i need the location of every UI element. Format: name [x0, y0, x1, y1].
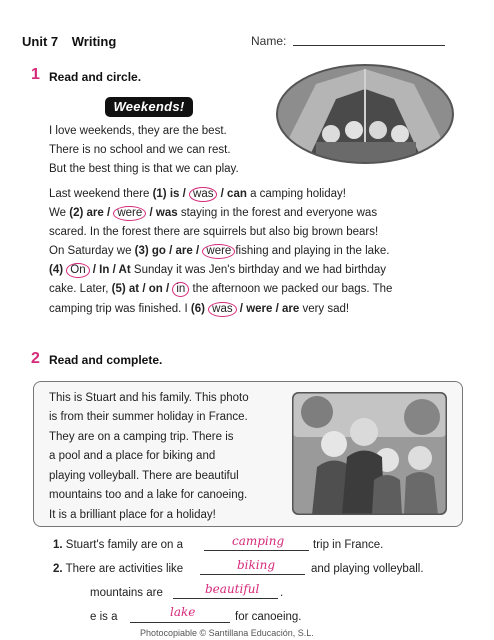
story-line-7 [49, 300, 349, 319]
story-line-4 [49, 242, 389, 261]
circled-answer-5[interactable]: in [172, 282, 189, 297]
intro-line-1: I love weekends, they are the best. [49, 125, 227, 137]
question-3: mountains are [90, 587, 163, 599]
box-line-5: playing volleyball. There are beautiful [49, 470, 239, 482]
story-line-2 [49, 204, 377, 223]
question-4: e is a [90, 611, 118, 623]
question-4-end: for canoeing. [235, 611, 302, 623]
unit-label: Unit 7 [22, 34, 59, 49]
question-number: 1. [53, 539, 63, 551]
intro-line-3: But the best thing is that we can play. [49, 163, 239, 175]
text-span: camping trip was finished. I [49, 303, 191, 315]
gap-number: (4) [49, 264, 67, 276]
circled-answer-4[interactable]: On [66, 263, 89, 278]
text-span: fishing and playing in the lake. [235, 245, 390, 257]
question-1-end: trip in France. [313, 539, 384, 551]
name-label: Name: [251, 34, 287, 48]
exercise-2-number: 2 [31, 350, 40, 367]
footer-copyright: Photocopiable © Santillana Educación, S.L. [140, 628, 314, 638]
exercise-1-number: 1 [31, 66, 40, 83]
gap-number: (6) [190, 303, 209, 315]
gap-number: (1) [152, 188, 170, 200]
text-span: cake. Later, [49, 283, 112, 295]
text-span: Last weekend there [49, 188, 153, 200]
text-span: Sunday it was Jen's birthday and we had birthday [130, 264, 387, 276]
question-2 [53, 563, 183, 575]
box-line-1: This is Stuart and his family. This photo [49, 392, 249, 404]
story-line-3: scared. In the forest there are squirrels but also big brown bears! [49, 226, 379, 238]
question-3-end: . [280, 587, 284, 599]
blank-3[interactable] [173, 598, 278, 599]
question-2-end: and playing volleyball. [311, 563, 424, 575]
story-line-5 [49, 261, 386, 280]
blank-2[interactable] [200, 574, 305, 575]
exercise-2-title: Read and complete. [49, 353, 163, 367]
family-photo [292, 392, 447, 515]
circled-answer-1[interactable]: was [189, 187, 217, 202]
question-1 [53, 539, 183, 551]
story-line-6 [49, 280, 392, 299]
text-span: the afternoon we packed our bags. The [189, 283, 393, 295]
question-text: Stuart's family are on a [65, 539, 184, 551]
option-text: at / on / [128, 283, 173, 295]
text-span: We [49, 207, 70, 219]
answer-1: camping [232, 534, 285, 548]
circled-answer-2[interactable]: were [113, 206, 146, 221]
weekends-badge: Weekends! [105, 97, 193, 117]
intro-line-2: There is no school and we can rest. [49, 144, 231, 156]
option-text: are / [86, 207, 114, 219]
tent-photo [276, 64, 454, 164]
gap-number: (5) [111, 283, 129, 295]
unit-title [22, 34, 116, 49]
text-span: On Saturday we [49, 245, 135, 257]
question-text: There are activities like [65, 563, 184, 575]
question-number: 2. [53, 563, 63, 575]
gap-number: (2) [69, 207, 87, 219]
option-text: / In / At [89, 264, 131, 276]
option-text: / can [217, 188, 247, 200]
box-line-3: They are on a camping trip. There is [49, 431, 234, 443]
option-text: / were / are [236, 303, 300, 315]
circled-answer-3[interactable]: were [202, 244, 235, 259]
blank-1[interactable] [204, 550, 309, 551]
text-span: a camping holiday! [246, 188, 346, 200]
answer-3: beautiful [205, 582, 260, 596]
blank-4[interactable] [130, 622, 230, 623]
story-line-1 [49, 185, 346, 204]
option-text: is / [169, 188, 190, 200]
option-text: go / are / [151, 245, 203, 257]
name-line[interactable] [293, 45, 445, 46]
box-line-6: mountains too and a lake for canoeing. [49, 489, 248, 501]
gap-number: (3) [134, 245, 152, 257]
text-span: staying in the forest and everyone was [177, 207, 378, 219]
text-span: very sad! [299, 303, 350, 315]
box-line-2: is from their summer holiday in France. [49, 411, 248, 423]
answer-4: lake [170, 605, 196, 619]
answer-2: biking [237, 558, 276, 572]
option-text: / was [146, 207, 178, 219]
box-line-7: It is a brilliant place for a holiday! [49, 509, 216, 521]
exercise-1-title: Read and circle. [49, 70, 142, 84]
box-line-4: a pool and a place for biking and [49, 450, 216, 462]
circled-answer-6[interactable]: was [208, 302, 236, 317]
section-label: Writing [71, 34, 117, 49]
